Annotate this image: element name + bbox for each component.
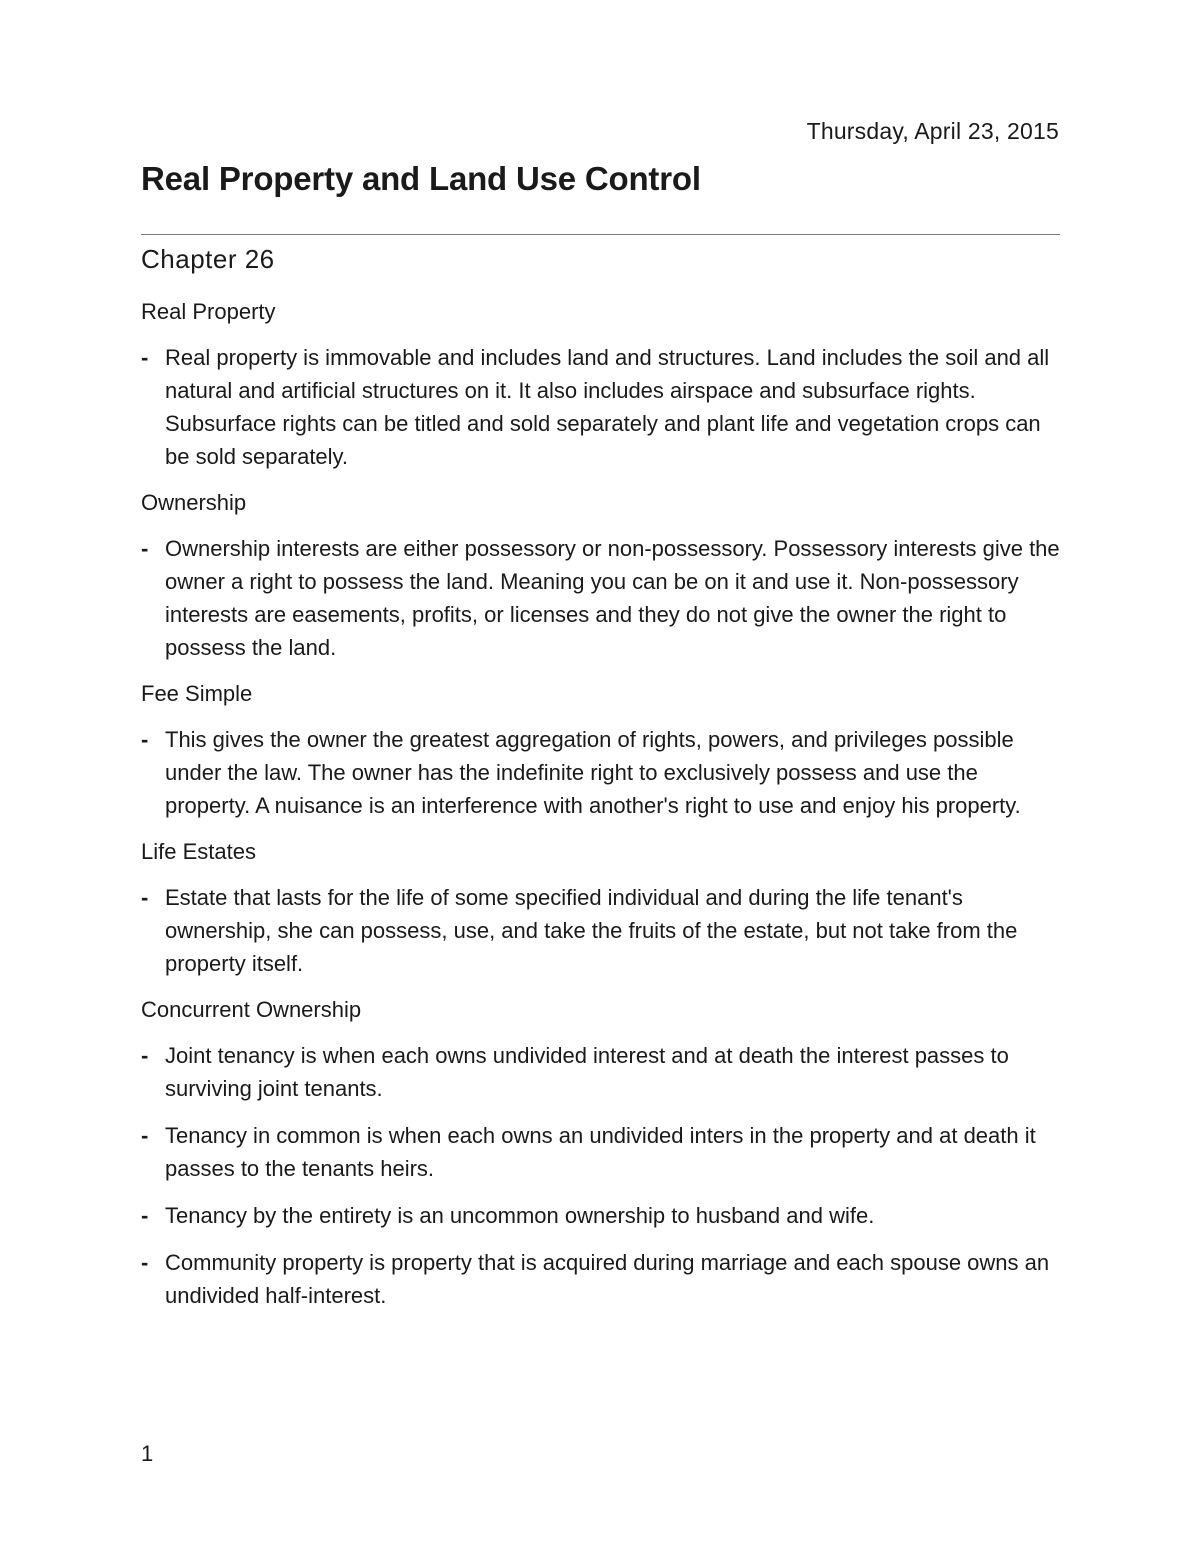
dash-bullet-icon: - (141, 727, 149, 752)
title-divider (141, 234, 1060, 235)
dash-bullet-icon: - (141, 1043, 149, 1068)
list-item-text: Ownership interests are either possessory or non-possessory. Possessory interests give the owner a right to possess the land. Meaning you can be on it and use it. Non-possessory interests are easements, profits, or licenses and they do not give the owner the right to possess the land. (165, 536, 1060, 660)
document-body (141, 296, 1061, 1326)
section-heading: Ownership (141, 490, 247, 515)
section-fee-simple (141, 678, 1061, 822)
dash-bullet-icon: - (141, 1123, 149, 1148)
list-item-text: Estate that lasts for the life of some specified individual and during the life tenant's ownership, she can possess, use, and take the fruits of the estate, but not take from the property itself. (165, 885, 1018, 976)
dash-bullet-icon: - (141, 536, 149, 561)
list-item (141, 1039, 1061, 1105)
list-item (141, 1199, 1061, 1232)
document-title: Real Property and Land Use Control (141, 160, 701, 197)
document-date: Thursday, April 23, 2015 (806, 118, 1059, 144)
list-item-text: This gives the owner the greatest aggregation of rights, powers, and privileges possible under the law. The owner has the indefinite right to exclusively possess and use the property. A nuisance is an interference with another's right to use and enjoy his property. (165, 727, 1021, 818)
section-heading: Real Property (141, 299, 276, 324)
list-item-text: Tenancy by the entirety is an uncommon ownership to husband and wife. (165, 1203, 875, 1228)
chapter-heading: Chapter 26 (141, 244, 275, 274)
list-item (141, 341, 1061, 473)
dash-bullet-icon: - (141, 345, 149, 370)
list-item (141, 1119, 1061, 1185)
section-concurrent-ownership (141, 994, 1061, 1312)
list-item (141, 1246, 1061, 1312)
list-item-text: Community property is property that is acquired during marriage and each spouse owns an undivided half-interest. (165, 1250, 1050, 1308)
list-item (141, 723, 1061, 822)
list-item-text: Tenancy in common is when each owns an undivided inters in the property and at death it passes to the tenants heirs. (165, 1123, 1036, 1181)
list-item (141, 532, 1061, 664)
dash-bullet-icon: - (141, 1203, 149, 1228)
list-item-text: Real property is immovable and includes land and structures. Land includes the soil and all natural and artificial structures on it. It also includes airspace and subsurface rights. Subsurface rights can be titled and sold separately and plant life and vegetation crops can be sold separately. (165, 345, 1050, 469)
list-item-text: Joint tenancy is when each owns undivided interest and at death the interest passes to surviving joint tenants. (165, 1043, 1009, 1101)
section-heading: Concurrent Ownership (141, 997, 362, 1022)
section-heading: Life Estates (141, 839, 256, 864)
section-heading: Fee Simple (141, 681, 253, 706)
section-life-estates (141, 836, 1061, 980)
list-item (141, 881, 1061, 980)
section-ownership (141, 487, 1061, 664)
dash-bullet-icon: - (141, 885, 149, 910)
dash-bullet-icon: - (141, 1250, 149, 1275)
page-number: 1 (141, 1441, 154, 1466)
section-real-property (141, 296, 1061, 473)
